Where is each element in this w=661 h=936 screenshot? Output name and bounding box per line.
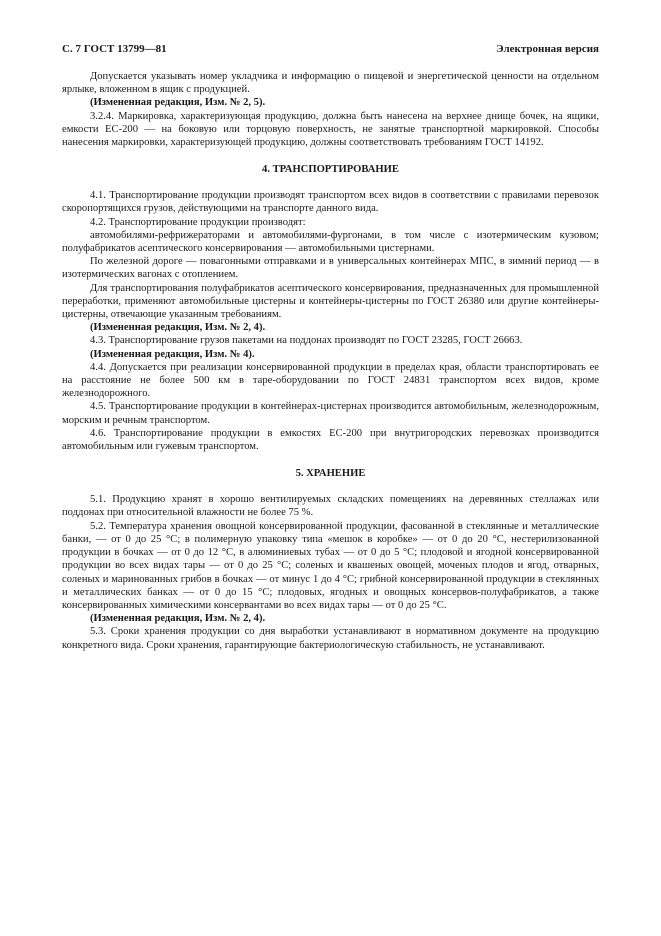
paragraph-4-4: 4.4. Допускается при реализации консервированной продукции в пределах края, области транспортировать ее на расстояние не более 500 км в таре-оборудовании по ГОСТ 24831 транспортом всех видов, кроме железнодорожного. [62,361,599,400]
paragraph-5-2: 5.2. Температура хранения овощной консервированной продукции, фасованной в стеклянные и металлические банки, — от 0 до 25 °С; в полимерную упаковку типа «мешок в коробке» — от 0 до 20 °С, нестерилизованной продукции в бочках — от 0 до 12 °С, в алюминиевых тубах — от 0 до 5 °С; плодовой и ягодной консервированной продукции во всех видах тары — от 0 до 25 °С; соленых и квашеных овощей, моченых плодов и ягод, отварных, соленых и маринованных грибов в бочках — от минус 1 до 4 °С; грибной консервированной продукции в стеклянных и металлических банках — от 0 до 15 °С; плодовых, ягодных и овощных консервов-полуфабрикатов, а также консервированных химическими консервантами во всех видах тары — от 0 до 25 °С. [62,520,599,611]
header-standard-reference: С. 7 ГОСТ 13799—81 [62,43,167,55]
paragraph-4-5: 4.5. Транспортирование продукции в контейнерах-цистернах производится автомобильным, железнодорожным, морским и речным транспортом. [62,401,599,426]
paragraph-4-2: 4.2. Транспортирование продукции производят: [90,216,306,228]
amendment-note: (Измененная редакция, Изм. № 2, 4). [90,613,266,625]
amendment-note: (Измененная редакция, Изм. № 2, 4). [90,322,266,334]
amendment-note: (Измененная редакция, Изм. № 4). [90,348,255,360]
paragraph-3-2-4: 3.2.4. Маркировка, характеризующая продукцию, должна быть нанесена на верхнее днище бочек, на ящики, емкости ЕС-200 — на боковую или торцовую поверхность, не занятые транспортной маркировкой. Способы нанесения маркировки, характеризующей продукцию, должны соответствовать требованиям ГОСТ 14192. [62,110,599,149]
paragraph-4-2-vehicles: автомобилями-рефрижераторами и автомобилями-фургонами, в том числе с изотермическим кузовом; полуфабрикатов асептического консервирования — автомобильными цистернами. [62,229,599,255]
amendment-note: (Измененная редакция, Изм. № 2, 5). [90,97,266,109]
section-heading-transportation: 4. ТРАНСПОРТИРОВАНИЕ [262,164,399,176]
document-body [62,70,599,652]
paragraph-4-2-railway: По железной дороге — повагонными отправками и в универсальных контейнерах МПС, в зимний период — в изотермических вагонах с отоплением. [62,256,599,281]
section-heading-storage: 5. ХРАНЕНИЕ [295,468,366,480]
paragraph-4-6: 4.6. Транспортирование продукции в емкостях ЕС-200 при внутригородских перевозках производится автомобильным или гужевым транспортом. [62,427,599,453]
header-version-label: Электронная версия [496,43,599,55]
paragraph-4-1: 4.1. Транспортирование продукции производят транспортом всех видов в соответствии с правилами перевозок скоропортящихся грузов, действующими на транспорте данного вида. [62,190,599,215]
paragraph-5-3: 5.3. Сроки хранения продукции со дня выработки устанавливают в нормативном документе на продукцию конкретного вида. Сроки хранения, гарантирующие бактериологическую стабильность, не устанавливают. [62,626,599,651]
paragraph-4-3: 4.3. Транспортирование грузов пакетами на поддонах производят по ГОСТ 23285, ГОСТ 26663. [90,335,523,347]
paragraph-5-1: 5.1. Продукцию хранят в хорошо вентилируемых складских помещениях на деревянных стеллажах или поддонах при относительной влажности не более 75 %. [62,494,599,519]
paragraph-4-2-aseptic: Для транспортирования полуфабрикатов асептического консервирования, предназначенных для промышленной переработки, применяют автомобильные цистерны и контейнеры-цистерны по ГОСТ 26380 или другие контейнеры-цистерны, отвечающие указанным требованиям. [62,282,599,321]
paragraph-packer-info: Допускается указывать номер укладчика и информацию о пищевой и энергетической ценности на отдельном ярлыке, вложенном в ящик с продукцией. [62,71,599,96]
